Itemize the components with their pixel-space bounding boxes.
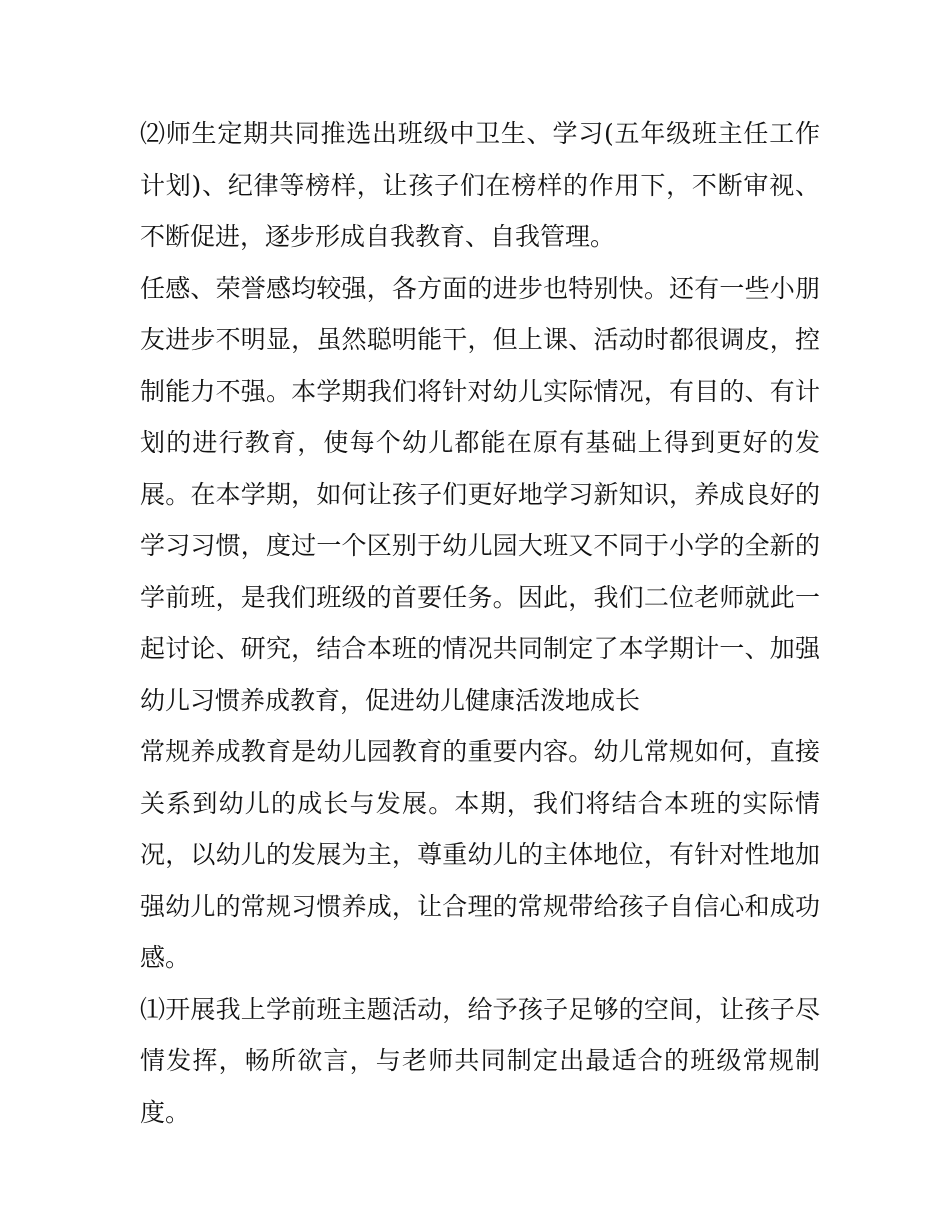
paragraph-theme-activity: ⑴开展我上学前班主题活动，给予孩子足够的空间，让孩子尽情发挥，畅所欲言，与老师共同制定出最适合的班级常规制度。 [140, 994, 820, 1127]
document-body [140, 108, 820, 1138]
paragraph-role-models: ⑵师生定期共同推选出班级中卫生、学习(五年级班主任工作计划)、纪律等榜样，让孩子们在榜样的作用下，不断审视、不断促进，逐步形成自我教育、自我管理。 [140, 119, 820, 251]
paragraph-routine-education: 常规养成教育是幼儿园教育的重要内容。幼儿常规如何，直接关系到幼儿的成长与发展。本期，我们将结合本班的实际情况，以幼儿的发展为主，尊重幼儿的主体地位，有针对性地加强幼儿的常规习惯养成，让合理的常规带给孩子自信心和成功感。 [140, 737, 820, 972]
paragraph-class-situation: 任感、荣誉感均较强，各方面的进步也特别快。还有一些小朋友进步不明显，虽然聪明能干，但上课、活动时都很调皮，控制能力不强。本学期我们将针对幼儿实际情况，有目的、有计划的进行教育，使每个幼儿都能在原有基础上得到更好的发展。在本学期，如何让孩子们更好地学习新知识，养成良好的学习习惯，度过一个区别于幼儿园大班又不同于小学的全新的学前班，是我们班级的首要任务。因此，我们二位老师就此一起讨论、研究，结合本班的情况共同制定了本学期计一、加强幼儿习惯养成教育，促进幼儿健康活泼地成长 [140, 273, 820, 715]
